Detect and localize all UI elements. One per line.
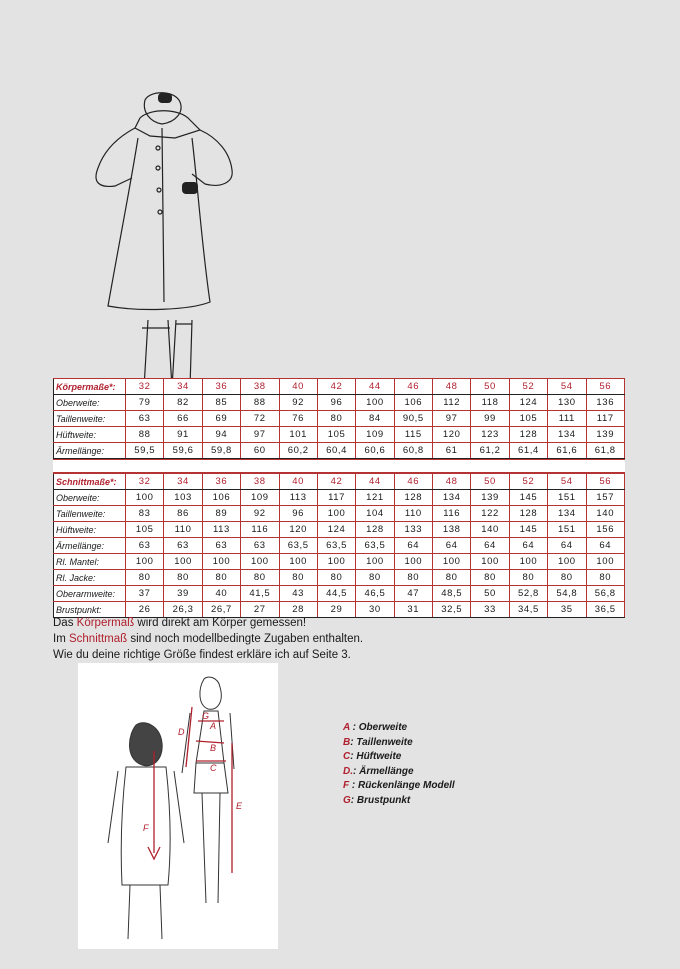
value-cell: 30 (356, 602, 394, 618)
value-cell: 26 (126, 602, 164, 618)
value-cell: 84 (356, 411, 394, 427)
koerpermasse-table (53, 378, 625, 459)
size-cell: 56 (586, 474, 625, 490)
value-cell: 61,8 (586, 443, 625, 459)
value-cell: 36,5 (586, 602, 625, 618)
value-cell: 117 (317, 490, 355, 506)
value-cell: 151 (548, 522, 586, 538)
value-cell: 92 (279, 395, 317, 411)
value-cell: 33 (471, 602, 509, 618)
table-row (54, 506, 625, 522)
figure-letter-a: A (210, 721, 217, 731)
value-cell: 106 (202, 490, 240, 506)
value-cell: 63,5 (356, 538, 394, 554)
row-label: Oberweite: (54, 490, 126, 506)
table-row (54, 522, 625, 538)
size-cell: 48 (433, 379, 471, 395)
value-cell: 100 (279, 554, 317, 570)
value-cell: 52,8 (509, 586, 547, 602)
note-highlight: Körpermaß (76, 617, 135, 629)
value-cell: 59,5 (126, 443, 164, 459)
koerpermasse-label: Körpermaße*: (54, 379, 126, 395)
size-cell: 40 (279, 379, 317, 395)
value-cell: 80 (433, 570, 471, 586)
legend-key: B (343, 736, 351, 748)
figure-letter-c: C (210, 763, 217, 773)
legend-key: F (343, 780, 350, 792)
legend-text: : Hüftweite (350, 751, 402, 763)
size-cell: 50 (471, 474, 509, 490)
legend-text: : Oberweite (349, 722, 408, 733)
value-cell: 120 (279, 522, 317, 538)
value-cell: 63 (164, 538, 202, 554)
note-text: wird direkt am Körper gemessen! (134, 617, 307, 629)
value-cell: 64 (509, 538, 547, 554)
size-notes (53, 615, 363, 663)
value-cell: 60,8 (394, 443, 432, 459)
value-cell: 60,2 (279, 443, 317, 459)
figure-letter-b: B (210, 743, 217, 753)
table-divider (53, 459, 625, 473)
value-cell: 97 (241, 427, 279, 443)
figure-letter-f: F (143, 823, 149, 833)
size-cell: 42 (317, 474, 355, 490)
value-cell: 100 (471, 554, 509, 570)
value-cell: 100 (356, 554, 394, 570)
value-cell: 140 (471, 522, 509, 538)
row-label: Rl. Mantel: (54, 554, 126, 570)
value-cell: 37 (126, 586, 164, 602)
size-cell: 52 (509, 379, 547, 395)
size-cell: 36 (202, 474, 240, 490)
value-cell: 63,5 (317, 538, 355, 554)
row-label: Rl. Jacke: (54, 570, 126, 586)
value-cell: 100 (241, 554, 279, 570)
value-cell: 80 (471, 570, 509, 586)
value-cell: 100 (509, 554, 547, 570)
value-cell: 56,8 (586, 586, 625, 602)
value-cell: 100 (164, 554, 202, 570)
value-cell: 128 (356, 522, 394, 538)
value-cell: 100 (317, 506, 355, 522)
value-cell: 26,3 (164, 602, 202, 618)
value-cell: 99 (471, 411, 509, 427)
value-cell: 123 (471, 427, 509, 443)
measurement-legend (343, 721, 455, 809)
value-cell: 61,4 (509, 443, 547, 459)
value-cell: 100 (317, 554, 355, 570)
size-cell: 32 (126, 379, 164, 395)
value-cell: 105 (126, 522, 164, 538)
value-cell: 64 (433, 538, 471, 554)
value-cell: 35 (548, 602, 586, 618)
row-label: Taillenweite: (54, 506, 126, 522)
row-label: Oberarmweite: (54, 586, 126, 602)
row-label: Ärmellänge: (54, 538, 126, 554)
table-row (54, 427, 625, 443)
schnittmasse-size-row (54, 474, 625, 490)
value-cell: 88 (126, 427, 164, 443)
size-cell: 54 (548, 474, 586, 490)
row-label: Taillenweite: (54, 411, 126, 427)
value-cell: 115 (394, 427, 432, 443)
legend-text: : Rückenlänge Modell (349, 780, 455, 792)
legend-text: : Brustpunkt (350, 794, 411, 806)
value-cell: 118 (471, 395, 509, 411)
legend-key: A (343, 722, 350, 733)
value-cell: 66 (164, 411, 202, 427)
value-cell: 100 (548, 554, 586, 570)
value-cell: 80 (317, 411, 355, 427)
value-cell: 116 (241, 522, 279, 538)
size-cell: 52 (509, 474, 547, 490)
row-label: Brustpunkt: (54, 602, 126, 618)
value-cell: 112 (433, 395, 471, 411)
value-cell: 113 (279, 490, 317, 506)
value-cell: 104 (356, 506, 394, 522)
value-cell: 105 (509, 411, 547, 427)
value-cell: 69 (202, 411, 240, 427)
value-cell: 59,6 (164, 443, 202, 459)
value-cell: 92 (241, 506, 279, 522)
value-cell: 145 (509, 490, 547, 506)
size-cell: 50 (471, 379, 509, 395)
value-cell: 47 (394, 586, 432, 602)
coat-sketch (80, 88, 260, 388)
value-cell: 100 (586, 554, 625, 570)
table-row (54, 538, 625, 554)
value-cell: 48,5 (433, 586, 471, 602)
value-cell: 59,8 (202, 443, 240, 459)
value-cell: 121 (356, 490, 394, 506)
value-cell: 124 (509, 395, 547, 411)
value-cell: 43 (279, 586, 317, 602)
value-cell: 128 (509, 427, 547, 443)
value-cell: 110 (164, 522, 202, 538)
note-line-1 (53, 615, 363, 631)
table-row (54, 411, 625, 427)
table-row (54, 554, 625, 570)
value-cell: 41,5 (241, 586, 279, 602)
value-cell: 63 (126, 538, 164, 554)
legend-key: G (343, 794, 351, 806)
value-cell: 134 (433, 490, 471, 506)
size-tables (53, 378, 625, 618)
value-cell: 94 (202, 427, 240, 443)
koerpermasse-rows (54, 395, 625, 459)
value-cell: 64 (548, 538, 586, 554)
value-cell: 79 (126, 395, 164, 411)
value-cell: 113 (202, 522, 240, 538)
value-cell: 140 (586, 506, 625, 522)
value-cell: 109 (356, 427, 394, 443)
value-cell: 134 (548, 506, 586, 522)
size-cell: 38 (241, 474, 279, 490)
value-cell: 106 (394, 395, 432, 411)
value-cell: 101 (279, 427, 317, 443)
note-text: sind noch modellbedingte Zugaben enthalten. (127, 633, 364, 645)
value-cell: 120 (433, 427, 471, 443)
value-cell: 139 (586, 427, 625, 443)
value-cell: 29 (317, 602, 355, 618)
legend-item-g (343, 794, 455, 809)
note-text: Im (53, 633, 69, 645)
figure-letter-g: G (202, 711, 210, 721)
value-cell: 80 (586, 570, 625, 586)
legend-item-f (343, 779, 455, 794)
value-cell: 100 (433, 554, 471, 570)
value-cell: 157 (586, 490, 625, 506)
size-cell: 46 (394, 379, 432, 395)
value-cell: 80 (126, 570, 164, 586)
size-cell: 44 (356, 379, 394, 395)
value-cell: 40 (202, 586, 240, 602)
size-cell: 46 (394, 474, 432, 490)
value-cell: 61,6 (548, 443, 586, 459)
value-cell: 90,5 (394, 411, 432, 427)
value-cell: 138 (433, 522, 471, 538)
size-cell: 42 (317, 379, 355, 395)
size-cell: 40 (279, 474, 317, 490)
value-cell: 39 (164, 586, 202, 602)
value-cell: 109 (241, 490, 279, 506)
value-cell: 54,8 (548, 586, 586, 602)
value-cell: 83 (126, 506, 164, 522)
value-cell: 100 (202, 554, 240, 570)
legend-item-b (343, 736, 455, 751)
value-cell: 60,4 (317, 443, 355, 459)
value-cell: 96 (279, 506, 317, 522)
schnittmasse-table (53, 473, 625, 618)
note-text: Das (53, 617, 77, 629)
value-cell: 128 (509, 506, 547, 522)
value-cell: 72 (241, 411, 279, 427)
value-cell: 64 (586, 538, 625, 554)
size-cell: 54 (548, 379, 586, 395)
value-cell: 124 (317, 522, 355, 538)
value-cell: 50 (471, 586, 509, 602)
legend-item-d (343, 765, 455, 780)
note-line-2 (53, 631, 363, 647)
size-cell: 34 (164, 474, 202, 490)
measurement-figure (78, 663, 278, 949)
value-cell: 61,2 (471, 443, 509, 459)
size-cell: 38 (241, 379, 279, 395)
schnittmasse-rows (54, 490, 625, 618)
value-cell: 130 (548, 395, 586, 411)
value-cell: 96 (317, 395, 355, 411)
value-cell: 80 (548, 570, 586, 586)
value-cell: 27 (241, 602, 279, 618)
value-cell: 28 (279, 602, 317, 618)
value-cell: 100 (126, 490, 164, 506)
value-cell: 91 (164, 427, 202, 443)
value-cell: 34,5 (509, 602, 547, 618)
row-label: Oberweite: (54, 395, 126, 411)
value-cell: 64 (394, 538, 432, 554)
value-cell: 82 (164, 395, 202, 411)
value-cell: 85 (202, 395, 240, 411)
value-cell: 46,5 (356, 586, 394, 602)
value-cell: 122 (471, 506, 509, 522)
legend-item-c (343, 750, 455, 765)
legend-text: : Ärmellänge (353, 765, 414, 777)
value-cell: 31 (394, 602, 432, 618)
value-cell: 136 (586, 395, 625, 411)
value-cell: 63 (241, 538, 279, 554)
table-row (54, 490, 625, 506)
value-cell: 100 (126, 554, 164, 570)
value-cell: 105 (317, 427, 355, 443)
row-label: Hüftweite: (54, 522, 126, 538)
value-cell: 116 (433, 506, 471, 522)
value-cell: 63 (202, 538, 240, 554)
figure-letter-e: E (236, 801, 243, 811)
size-cell: 34 (164, 379, 202, 395)
value-cell: 80 (202, 570, 240, 586)
value-cell: 76 (279, 411, 317, 427)
value-cell: 63,5 (279, 538, 317, 554)
table-row (54, 443, 625, 459)
value-cell: 134 (548, 427, 586, 443)
figure-letter-d: D (178, 727, 185, 737)
value-cell: 44,5 (317, 586, 355, 602)
value-cell: 103 (164, 490, 202, 506)
value-cell: 80 (509, 570, 547, 586)
value-cell: 88 (241, 395, 279, 411)
size-cell: 56 (586, 379, 625, 395)
value-cell: 26,7 (202, 602, 240, 618)
size-cell: 44 (356, 474, 394, 490)
value-cell: 60,6 (356, 443, 394, 459)
row-label: Hüftweite: (54, 427, 126, 443)
row-label: Ärmellänge: (54, 443, 126, 459)
table-row (54, 586, 625, 602)
value-cell: 60 (241, 443, 279, 459)
value-cell: 100 (356, 395, 394, 411)
value-cell: 86 (164, 506, 202, 522)
value-cell: 111 (548, 411, 586, 427)
legend-text: : Taillenweite (350, 736, 413, 748)
value-cell: 97 (433, 411, 471, 427)
value-cell: 151 (548, 490, 586, 506)
value-cell: 32,5 (433, 602, 471, 618)
value-cell: 80 (241, 570, 279, 586)
legend-key: D. (343, 765, 353, 777)
value-cell: 64 (471, 538, 509, 554)
value-cell: 139 (471, 490, 509, 506)
legend-key: C (343, 751, 351, 763)
koerpermasse-size-row (54, 379, 625, 395)
value-cell: 63 (126, 411, 164, 427)
value-cell: 156 (586, 522, 625, 538)
legend-item-a (343, 721, 455, 736)
value-cell: 61 (433, 443, 471, 459)
value-cell: 145 (509, 522, 547, 538)
value-cell: 110 (394, 506, 432, 522)
value-cell: 80 (164, 570, 202, 586)
value-cell: 89 (202, 506, 240, 522)
table-row (54, 395, 625, 411)
value-cell: 133 (394, 522, 432, 538)
note-line-3: Wie du deine richtige Größe findest erkläre ich auf Seite 3. (53, 649, 351, 661)
value-cell: 128 (394, 490, 432, 506)
value-cell: 80 (279, 570, 317, 586)
value-cell: 80 (356, 570, 394, 586)
size-cell: 48 (433, 474, 471, 490)
size-cell: 32 (126, 474, 164, 490)
note-highlight: Schnittmaß (68, 633, 128, 645)
value-cell: 100 (394, 554, 432, 570)
size-cell: 36 (202, 379, 240, 395)
value-cell: 80 (394, 570, 432, 586)
schnittmasse-label: Schnittmaße*: (54, 474, 126, 490)
value-cell: 80 (317, 570, 355, 586)
value-cell: 117 (586, 411, 625, 427)
table-row (54, 570, 625, 586)
